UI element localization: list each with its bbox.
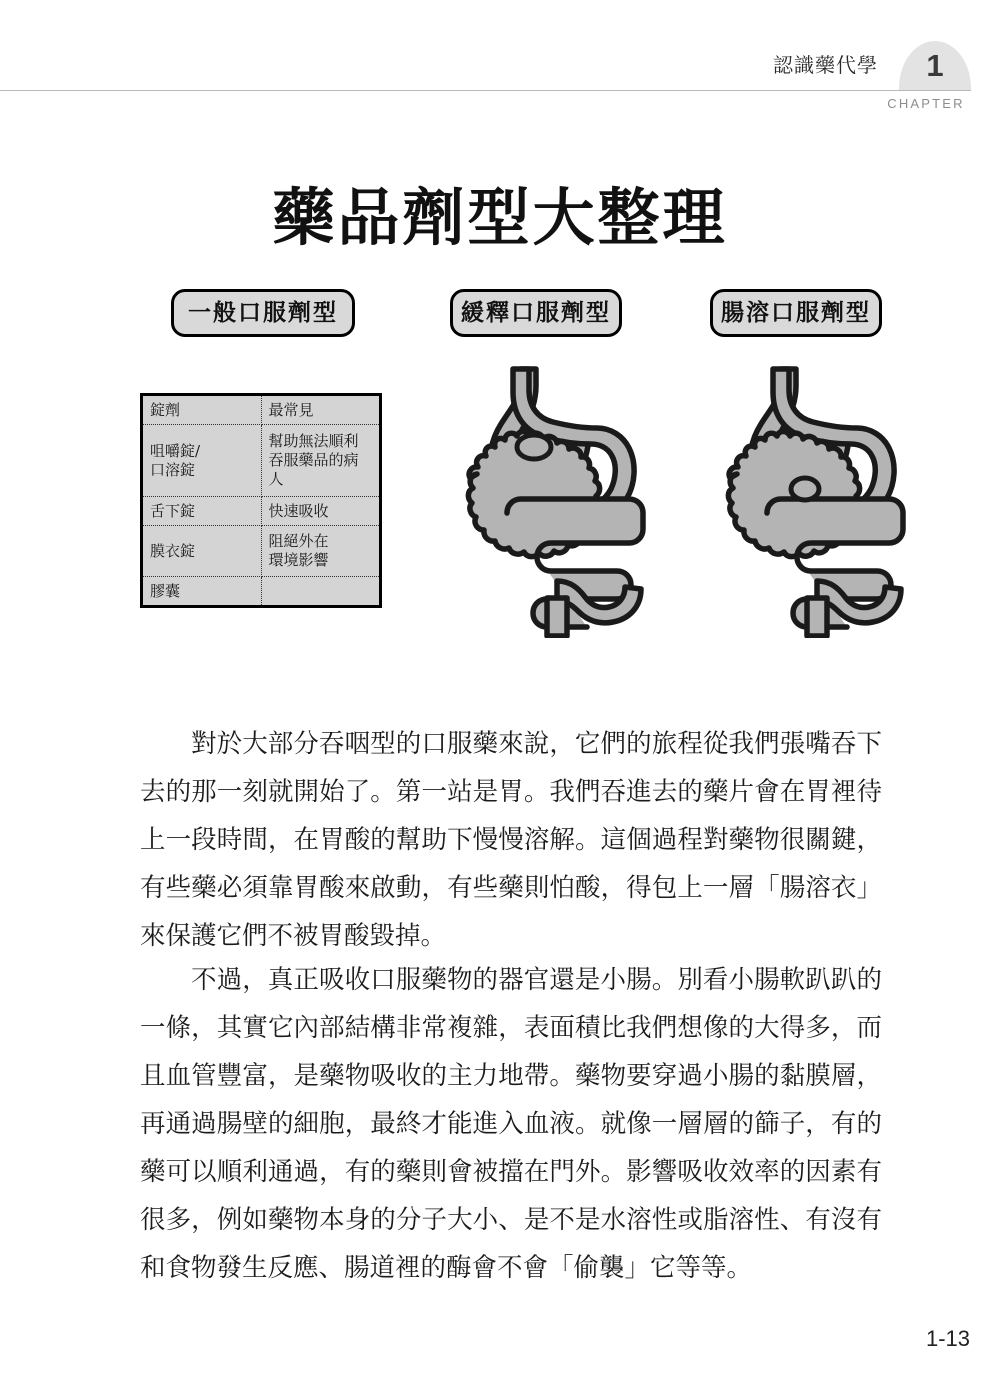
table-cell-form [143, 526, 261, 577]
header-divider-rule [0, 90, 971, 91]
table-cell-text: 舌下錠 [150, 501, 196, 520]
category-label-extended-release: 緩釋口服劑型 [450, 289, 622, 337]
table-cell-note [261, 497, 379, 526]
table-cell-text: 吞服藥品的病人 [268, 451, 359, 488]
table-cell-note [261, 425, 379, 497]
digestive-tract-diagram-stomach [437, 366, 707, 642]
chapter-word-label: CHAPTER [887, 96, 965, 111]
table-row [143, 497, 379, 526]
table-cell-note [261, 396, 379, 425]
digestive-tract-icon [697, 366, 967, 638]
category-label-general-oral: 一般口服劑型 [171, 289, 355, 337]
body-paragraph-1: 對於大部分吞咽型的口服藥來說，它們的旅程從我們張嘴吞下去的那一刻就開始了。第一站是胃。我們吞進去的藥片會在胃裡待上一段時間，在胃酸的幫助下慢慢溶解。這個過程對藥物很關鍵，有些藥必須靠胃酸來啟動，有些藥則怕酸，得包上一層「腸溶衣」來保護它們不被胃酸毀掉。 [140, 728, 882, 951]
table-cell-form [143, 576, 261, 605]
table-row [143, 396, 379, 425]
digestive-tract-diagram-intestine [697, 366, 967, 642]
running-header [0, 0, 1000, 130]
table-row [143, 526, 379, 577]
table-cell-text: 環境影響 [268, 551, 329, 570]
table-cell-text: 膠囊 [150, 581, 181, 600]
table-cell-form [143, 396, 261, 425]
table-cell-note [261, 576, 379, 605]
table-cell-text: 膜衣錠 [150, 541, 196, 560]
table-cell-text: 阻絕外在 [268, 532, 329, 551]
chapter-number: 1 [926, 48, 944, 83]
table-cell-text: 快速吸收 [268, 501, 329, 520]
table-cell-text: 口溶錠 [150, 460, 196, 479]
table-row [143, 425, 379, 497]
table-row [143, 576, 379, 605]
table-cell-text: 錠劑 [150, 400, 181, 419]
dosage-form-table [140, 393, 382, 608]
pill-in-stomach [517, 435, 551, 459]
table-cell-form [143, 497, 261, 526]
table-cell-note [261, 526, 379, 577]
category-label-enteric-coated: 腸溶口服劑型 [710, 289, 882, 337]
table-cell-text: 最常見 [268, 400, 314, 419]
table-cell-text: 幫助無法順利 [268, 432, 359, 451]
pill-in-intestine [791, 478, 819, 500]
digestive-tract-icon [437, 366, 707, 638]
table-cell-form [143, 425, 261, 497]
page-number: 1-13 [925, 1326, 970, 1351]
table-cell-text: 咀嚼錠/ [150, 441, 201, 460]
page-title: 藥品劑型大整理 [272, 181, 728, 254]
body-paragraph-2: 不過，真正吸收口服藥物的器官還是小腸。別看小腸軟趴趴的一條，其實它內部結構非常複雜，表面積比我們想像的大得多，而且血管豐富，是藥物吸收的主力地帶。藥物要穿過小腸的黏膜層，再通過腸壁的細胞，最終才能進入血液。就像一層層的篩子，有的藥可以順利通過，有的藥則會被擋在門外。影響吸收效率的因素有很多，例如藥物本身的分子大小、是不是水溶性或脂溶性、有沒有和食物發生反應、腸道裡的酶會不會「偷襲」它等等。 [140, 964, 882, 1283]
running-header-title: 認識藥代學 [773, 53, 878, 77]
